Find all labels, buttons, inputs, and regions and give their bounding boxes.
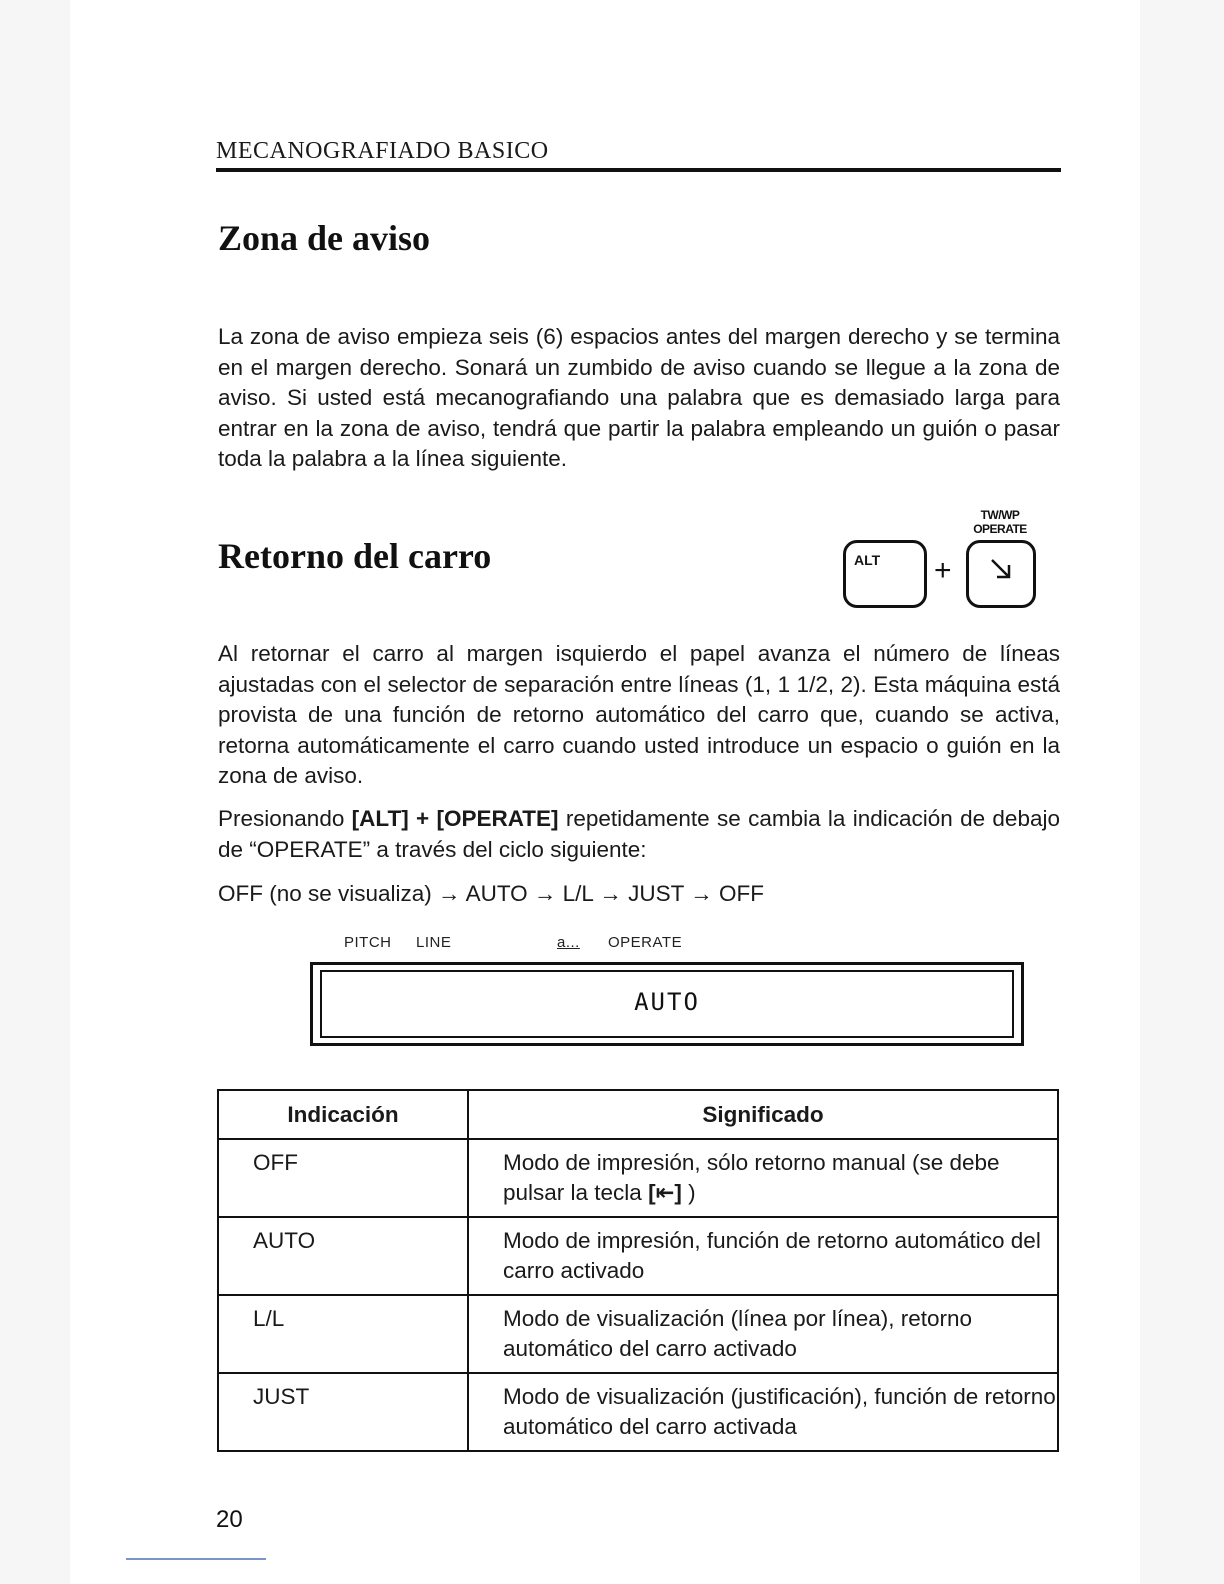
lcd-display — [310, 962, 1024, 1046]
indication-meaning: Modo de impresión, sólo retorno manual (se debe pulsar la tecla [⇤] ) — [468, 1139, 1058, 1217]
retorno-paragraph-1: Al retornar el carro al margen isquierdo el papel avanza el número de líneas ajustadas con el selector de separación entre líneas (1, 1 1/2, 2). Esta máquina está provista de una función de retorno automático del carro que, cuando se activa, retorna automáticamente el carro cuando usted introduce un espacio o guión en la zona de aviso. — [218, 641, 1060, 788]
table-row — [218, 1217, 1058, 1295]
operate-cycle: OFF (no se visualiza) → AUTO → L/L → JUST → OFF — [218, 881, 764, 906]
display-label-a: a... — [557, 934, 580, 951]
alt-key-label: ALT — [854, 552, 881, 568]
indication-table — [217, 1089, 1059, 1452]
display-label-pitch: PITCH — [344, 934, 392, 951]
section-title-retorno-del-carro: Retorno del carro — [218, 536, 492, 576]
alt-key-icon — [843, 540, 927, 608]
plus-sign: + — [934, 554, 952, 587]
scan-artifact-line — [126, 1558, 266, 1560]
indication-meaning: Modo de impresión, función de retorno automático del carro activado — [468, 1217, 1058, 1295]
indication-value: AUTO — [218, 1217, 468, 1295]
diagonal-arrow-icon — [989, 557, 1013, 581]
table-row — [218, 1139, 1058, 1217]
table-header-indicacion: Indicación — [218, 1090, 468, 1139]
indication-value: JUST — [218, 1373, 468, 1451]
section-title-zona-de-aviso: Zona de aviso — [218, 218, 431, 258]
indication-value: L/L — [218, 1295, 468, 1373]
running-head: MECANOGRAFIADO BASICO — [216, 138, 549, 164]
lcd-display-inner — [320, 970, 1014, 1038]
display-label-line: LINE — [416, 934, 452, 951]
indication-meaning: Modo de visualización (justificación), función de retorno automático del carro activada — [468, 1373, 1058, 1451]
indication-meaning: Modo de visualización (línea por línea), retorno automático del carro activado — [468, 1295, 1058, 1373]
operate-key-caption: TW/WP OPERATE — [973, 508, 1027, 536]
header-rule — [216, 168, 1061, 172]
table-row — [218, 1373, 1058, 1451]
indication-value: OFF — [218, 1139, 468, 1217]
carriage-return-key-icon: [⇤] — [648, 1180, 682, 1205]
display-label-operate: OPERATE — [608, 934, 683, 951]
table-header-significado: Significado — [468, 1090, 1058, 1139]
zona-de-aviso-paragraph: La zona de aviso empieza seis (6) espacios antes del margen derecho y se termina en el margen derecho. Sonará un zumbido de aviso cuando se llegue a la zona de aviso. Si usted está mecanografiando una palabra que es demasiado larga para entrar en la zona de aviso, tendrá que partir la palabra empleando un guión o pasar toda la palabra a la línea siguiente. — [218, 324, 1060, 471]
lcd-display-text: AUTO — [634, 988, 700, 1016]
retorno-paragraph-2: Presionando [ALT] + [OPERATE] repetidamente se cambia la indicación de debajo de “OPERATE” a través del ciclo siguiente: — [218, 806, 1060, 862]
page-number: 20 — [216, 1506, 243, 1533]
alt-operate-keys: [ALT] + [OPERATE] — [351, 806, 559, 831]
table-row — [218, 1295, 1058, 1373]
operate-key-icon — [966, 540, 1036, 608]
